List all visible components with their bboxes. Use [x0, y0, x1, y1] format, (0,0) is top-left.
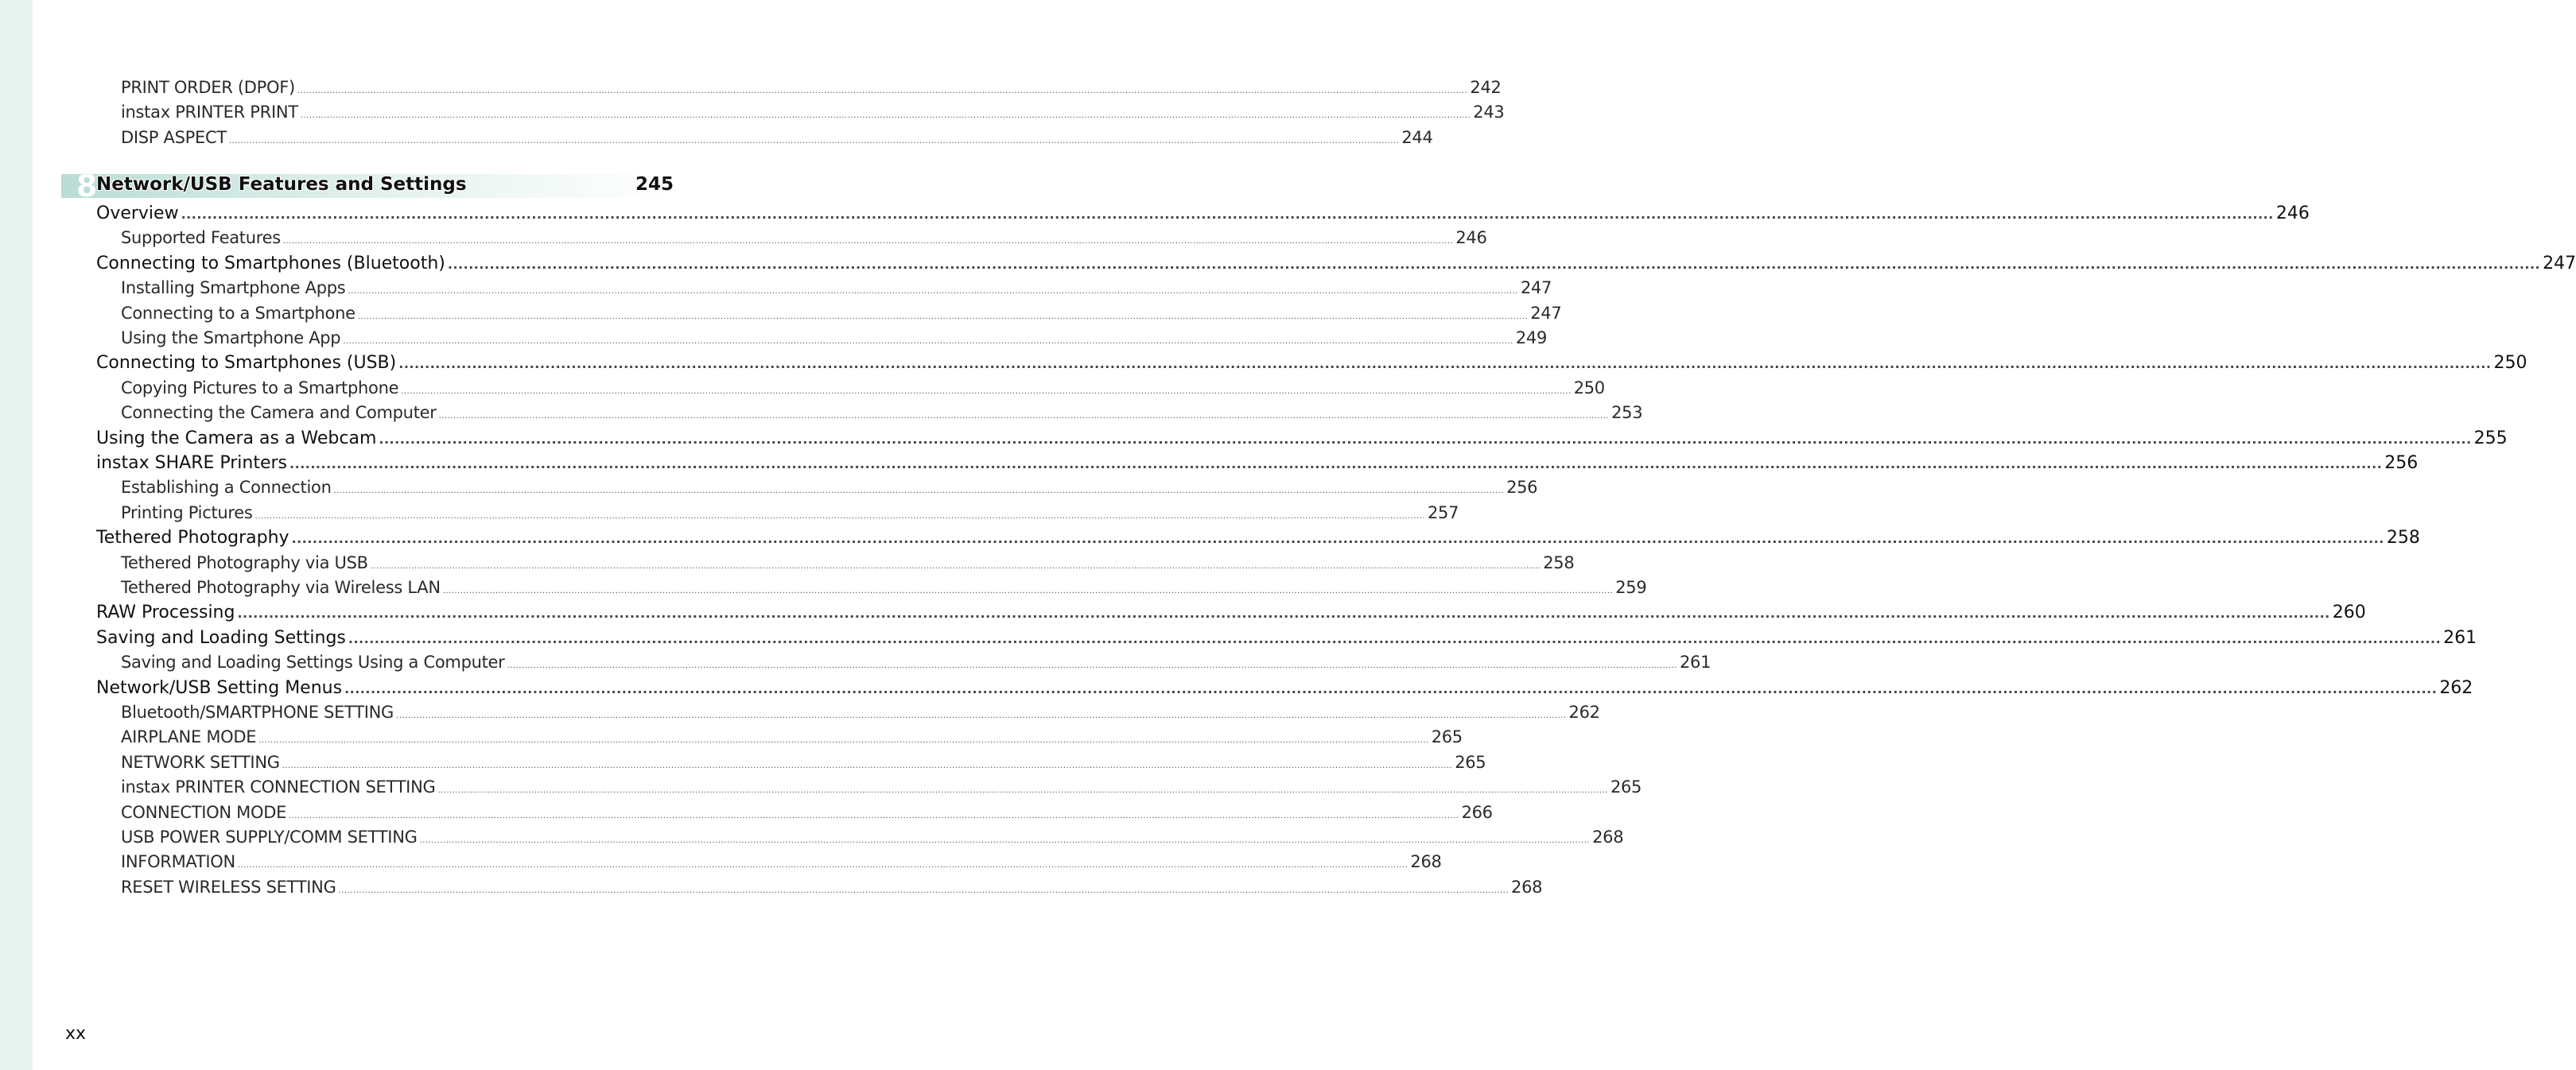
- toc-entry-title: Using the Camera as a Webcam: [96, 428, 377, 448]
- toc-entry-title: Connecting the Camera and Computer: [121, 403, 437, 423]
- toc-section-entry[interactable]: [96, 201, 2310, 226]
- dot-leader: ................................................................................................................................................................................................................................................................................................................................................................................................................: [289, 811, 1459, 820]
- side-margin-band: [0, 0, 33, 1070]
- toc-section-entry[interactable]: [96, 451, 2419, 475]
- toc-entry-page: 256: [2384, 453, 2419, 473]
- chapter-number: 8: [76, 169, 98, 204]
- toc-entry-title: instax SHARE Printers: [96, 453, 288, 473]
- toc-subsection-entry[interactable]: [121, 376, 1605, 401]
- toc-entry-title: Using the Smartphone App: [121, 328, 341, 347]
- toc-entry-page: 268: [1511, 877, 1543, 897]
- toc-entry-title: Overview: [96, 204, 179, 223]
- toc-entry-title: Connecting to a Smartphone: [121, 303, 356, 323]
- toc-subsection-entry[interactable]: [121, 475, 1538, 500]
- toc-entry-page: 249: [1515, 328, 1548, 347]
- toc-entry-title: instax PRINTER CONNECTION SETTING: [121, 777, 436, 797]
- toc-entry-title: Bluetooth/SMARTPHONE SETTING: [121, 703, 394, 722]
- toc-entry-page: 265: [1455, 752, 1486, 772]
- toc-entry-page: 258: [1543, 552, 1575, 572]
- dot-leader: ................................................................................................................................................................................................................................................................................................................................................................................................................: [370, 561, 1541, 571]
- dot-leader: ................................................................................................................................................................................................................................................................................................................................................................................................................: [289, 456, 2383, 471]
- dot-leader: ................................................................................................................................................................................................................................................................................................................................................................................................................: [181, 207, 2274, 222]
- toc-subsection-entry[interactable]: [121, 226, 1487, 250]
- toc-entry-page: 243: [1473, 103, 1505, 122]
- dot-leader: ................................................................................................................................................................................................................................................................................................................................................................................................................: [442, 587, 1614, 595]
- dot-leader: ................................................................................................................................................................................................................................................................................................................................................................................................................: [343, 337, 1513, 346]
- toc-section-entry[interactable]: [96, 426, 2508, 451]
- toc-subsection-entry[interactable]: [121, 750, 1486, 775]
- toc-entry-page: 242: [1470, 78, 1502, 97]
- toc-entry-title: CONNECTION MODE: [121, 802, 287, 822]
- dot-leader: ................................................................................................................................................................................................................................................................................................................................................................................................................: [348, 630, 2442, 646]
- dot-leader: ................................................................................................................................................................................................................................................................................................................................................................................................................: [282, 237, 1454, 246]
- toc-entry-page: 257: [1428, 502, 1459, 522]
- dot-leader: ................................................................................................................................................................................................................................................................................................................................................................................................................: [258, 736, 1429, 746]
- toc-subsection-entry[interactable]: [121, 850, 1442, 874]
- toc-subsection-entry[interactable]: [121, 76, 1502, 100]
- toc-entry-page: 262: [1568, 703, 1600, 722]
- toc-entry-page: 258: [2386, 528, 2420, 549]
- dot-leader: ................................................................................................................................................................................................................................................................................................................................................................................................................: [291, 531, 2384, 547]
- toc-subsection-entry[interactable]: [121, 100, 1505, 125]
- toc-entry-page: 250: [2493, 353, 2527, 374]
- toc-entry-page: 247: [1520, 278, 1552, 298]
- dot-leader: ................................................................................................................................................................................................................................................................................................................................................................................................................: [437, 786, 1608, 796]
- toc-entry-page: 256: [1506, 478, 1538, 498]
- toc-entry-title: INFORMATION: [121, 852, 235, 872]
- chapter-title[interactable]: Network/USB Features and Settings: [96, 174, 467, 195]
- dot-leader: ................................................................................................................................................................................................................................................................................................................................................................................................................: [282, 761, 1453, 770]
- toc-entry-page: 244: [1401, 127, 1433, 147]
- toc-entry-title: Supported Features: [121, 228, 281, 248]
- toc-subsection-entry[interactable]: [121, 326, 1548, 351]
- toc-subsection-entry[interactable]: [121, 775, 1642, 800]
- dot-leader: ................................................................................................................................................................................................................................................................................................................................................................................................................: [333, 487, 1505, 496]
- toc-entry-title: Tethered Photography via Wireless LAN: [121, 578, 441, 597]
- toc-entry-page: 260: [2332, 603, 2366, 623]
- toc-subsection-entry[interactable]: [121, 501, 1459, 525]
- toc-section-entry[interactable]: [96, 525, 2420, 550]
- toc-entry-page: 255: [2473, 428, 2508, 448]
- dot-leader: ................................................................................................................................................................................................................................................................................................................................................................................................................: [379, 431, 2472, 447]
- toc-entry-page: 250: [1573, 378, 1605, 397]
- dot-leader: ................................................................................................................................................................................................................................................................................................................................................................................................................: [300, 111, 1471, 121]
- toc-subsection-entry[interactable]: [121, 576, 1647, 600]
- toc-entry-title: AIRPLANE MODE: [121, 727, 257, 747]
- toc-section-entry[interactable]: [96, 600, 2366, 625]
- dot-leader: ................................................................................................................................................................................................................................................................................................................................................................................................................: [396, 711, 1567, 720]
- dot-leader: ................................................................................................................................................................................................................................................................................................................................................................................................................: [228, 136, 1400, 145]
- toc-subsection-entry[interactable]: [121, 401, 1643, 425]
- toc-entry-title: USB POWER SUPPLY/COMM SETTING: [121, 828, 418, 847]
- toc-entry-page: 265: [1431, 727, 1463, 747]
- dot-leader: ................................................................................................................................................................................................................................................................................................................................................................................................................: [348, 287, 1518, 297]
- dot-leader: ................................................................................................................................................................................................................................................................................................................................................................................................................: [447, 256, 2541, 272]
- toc-subsection-entry[interactable]: [121, 551, 1575, 576]
- toc-entry-page: 261: [2443, 627, 2477, 648]
- toc-section-entry[interactable]: [96, 626, 2477, 650]
- toc-entry-page: 259: [1615, 578, 1647, 597]
- toc-entry-title: Network/USB Setting Menus: [96, 677, 343, 698]
- toc-subsection-entry[interactable]: [121, 301, 1562, 326]
- toc-entry-page: 266: [1461, 802, 1493, 822]
- toc-subsection-entry[interactable]: [121, 700, 1600, 725]
- toc-entry-title: NETWORK SETTING: [121, 752, 280, 772]
- toc-entry-page: 246: [1455, 228, 1487, 248]
- dot-leader: ................................................................................................................................................................................................................................................................................................................................................................................................................: [438, 412, 1610, 421]
- chapter-page-number[interactable]: 245: [635, 174, 674, 195]
- toc-entry-page: 265: [1610, 777, 1642, 797]
- toc-entry-title: Tethered Photography: [96, 528, 289, 549]
- toc-subsection-entry[interactable]: [121, 875, 1543, 900]
- toc-entry-title: RAW Processing: [96, 603, 235, 623]
- toc-entry-page: 247: [2543, 253, 2576, 273]
- toc-subsection-entry[interactable]: [121, 725, 1463, 750]
- toc-entry-page: 268: [1410, 852, 1442, 872]
- page-number-footer: xx: [65, 1024, 87, 1044]
- dot-leader: ................................................................................................................................................................................................................................................................................................................................................................................................................: [237, 861, 1408, 870]
- toc-entry-title: RESET WIRELESS SETTING: [121, 877, 336, 897]
- toc-entry-title: Establishing a Connection: [121, 478, 332, 498]
- toc-entry-title: DISP ASPECT: [121, 127, 227, 147]
- toc-subsection-entry[interactable]: [121, 650, 1712, 675]
- dot-leader: ................................................................................................................................................................................................................................................................................................................................................................................................................: [237, 606, 2330, 622]
- dot-leader: ................................................................................................................................................................................................................................................................................................................................................................................................................: [357, 312, 1529, 321]
- toc-entry-page: 247: [1530, 303, 1562, 323]
- toc-entry-title: Installing Smartphone Apps: [121, 278, 346, 298]
- toc-entry-title: Saving and Loading Settings Using a Computer: [121, 653, 505, 673]
- dot-leader: ................................................................................................................................................................................................................................................................................................................................................................................................................: [344, 680, 2438, 696]
- dot-leader: ................................................................................................................................................................................................................................................................................................................................................................................................................: [419, 836, 1591, 845]
- dot-leader: ................................................................................................................................................................................................................................................................................................................................................................................................................: [507, 661, 1677, 671]
- dot-leader: ................................................................................................................................................................................................................................................................................................................................................................................................................: [254, 511, 1425, 521]
- toc-entry-page: 268: [1592, 828, 1624, 847]
- toc-entry-title: Copying Pictures to a Smartphone: [121, 378, 399, 397]
- toc-subsection-entry[interactable]: [121, 801, 1493, 825]
- toc-entry-page: 246: [2275, 204, 2310, 223]
- toc-subsection-entry[interactable]: [121, 276, 1552, 300]
- toc-entry-page: 262: [2439, 677, 2473, 698]
- toc-entry-title: Tethered Photography via USB: [121, 552, 368, 572]
- toc-subsection-entry[interactable]: [121, 825, 1624, 850]
- toc-entry-title: Saving and Loading Settings: [96, 627, 346, 648]
- dot-leader: ................................................................................................................................................................................................................................................................................................................................................................................................................: [401, 386, 1572, 396]
- toc-subsection-entry[interactable]: [121, 126, 1433, 150]
- toc-entry-title: Connecting to Smartphones (Bluetooth): [96, 253, 445, 273]
- dot-leader: ................................................................................................................................................................................................................................................................................................................................................................................................................: [398, 356, 2492, 372]
- dot-leader: ................................................................................................................................................................................................................................................................................................................................................................................................................: [338, 886, 1509, 895]
- toc-entry-title: PRINT ORDER (DPOF): [121, 78, 295, 97]
- toc-section-entry[interactable]: [96, 251, 2576, 276]
- toc-entry-page: 253: [1611, 403, 1643, 423]
- dot-leader: ................................................................................................................................................................................................................................................................................................................................................................................................................: [297, 87, 1468, 95]
- toc-section-entry[interactable]: [96, 351, 2527, 375]
- toc-entry-title: Connecting to Smartphones (USB): [96, 353, 397, 374]
- toc-section-entry[interactable]: [96, 676, 2473, 700]
- toc-entry-title: Printing Pictures: [121, 502, 253, 522]
- toc-entry-page: 261: [1679, 653, 1712, 673]
- toc-entry-title: instax PRINTER PRINT: [121, 103, 298, 122]
